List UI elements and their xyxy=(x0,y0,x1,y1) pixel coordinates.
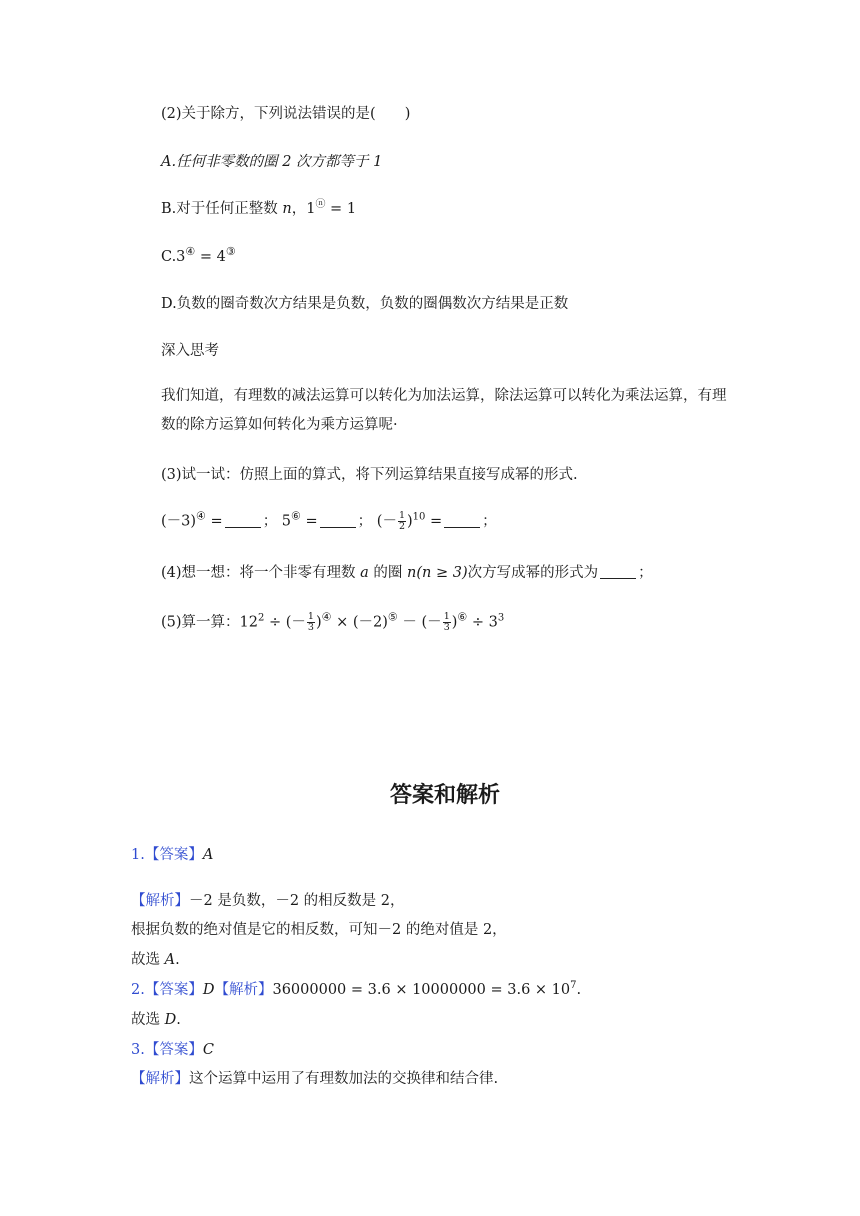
answer-2 xyxy=(131,980,581,1000)
explanation-1-line-3 xyxy=(131,950,180,970)
option-a xyxy=(161,152,382,172)
q5-sup6: ⑥ xyxy=(457,610,468,624)
q3-c-semi: ； xyxy=(482,513,497,530)
q3-c-eq: = xyxy=(425,513,443,530)
q5-minus: － (－ xyxy=(397,614,442,631)
answer-1-number: 1. xyxy=(131,847,145,863)
q3-a-eq: = xyxy=(205,513,223,530)
explanation-1-choice: A xyxy=(164,952,176,968)
q3-c-den: 2 xyxy=(398,521,405,532)
q5-close-2: ) xyxy=(451,614,458,631)
q5-den-2: 3 xyxy=(443,622,450,633)
q3-c-blank[interactable] xyxy=(444,513,480,528)
answer-2-value: D xyxy=(202,982,215,998)
option-a-text: A.任何非零数的圈 2 次方都等于 1 xyxy=(161,154,383,170)
section-heading: 深入思考 xyxy=(161,343,219,359)
q3-a-semi: ； xyxy=(262,513,278,530)
option-b-tail: = 1 xyxy=(325,201,357,217)
answers-title: 答案和解析 xyxy=(389,783,500,808)
explanation-2-choose: 故选 xyxy=(131,1012,165,1028)
answer-3-value: C xyxy=(202,1042,214,1058)
paragraph: 我们知道，有理数的减法运算可以转化为加法运算，除法运算可以转化为乘法运算，有理数的除方运算如何转化为乘方运算呢· xyxy=(161,388,727,433)
option-b xyxy=(161,199,356,219)
q3-c-num: 1 xyxy=(398,510,405,521)
q4-mid: 的圈 xyxy=(368,565,408,581)
option-b-sep: ，1 xyxy=(291,201,316,217)
q5-sup2: 2 xyxy=(258,612,265,624)
q4-blank[interactable] xyxy=(600,564,636,579)
question-3-stem: (3)试一试：仿照上面的算式，将下列运算结果直接写成幂的形式. xyxy=(161,467,578,483)
option-b-prefix: B.对于任何正整数 xyxy=(161,201,283,217)
q5-sup5: ⑤ xyxy=(387,610,398,624)
q3-b-sup: ⑥ xyxy=(291,509,301,523)
q3-a-blank[interactable] xyxy=(225,513,261,528)
option-b-var: n xyxy=(282,201,292,217)
q3-b-eq: = xyxy=(300,513,318,530)
explanation-2-text: 36000000 = 3.6 × 10000000 = 3.6 × 10 xyxy=(272,982,571,998)
explanation-2-choice: D xyxy=(164,1012,177,1028)
answer-1-tag: 【答案】 xyxy=(144,847,203,863)
explanation-1-tag: 【解析】 xyxy=(131,893,189,909)
explanation-3-tag: 【解析】 xyxy=(131,1071,189,1087)
q5-div: ÷ (－ xyxy=(264,614,306,631)
q5-den-1: 3 xyxy=(307,622,314,633)
option-d: D.负数的圈奇数次方结果是负数，负数的圈偶数次方结果是正数 xyxy=(161,296,569,312)
q5-fraction-1 xyxy=(307,612,315,633)
q3-b: 5 xyxy=(281,513,292,530)
option-c-mid: = 4 xyxy=(195,249,226,265)
q5-end: ÷ 3 xyxy=(467,614,498,631)
answer-1 xyxy=(131,845,213,865)
q3-a: (－3) xyxy=(161,513,197,530)
q5-times: × (－2) xyxy=(331,614,388,631)
q4-post: 次方写成幂的形式为 xyxy=(467,565,599,581)
q3-c-pre: (－ xyxy=(376,513,397,530)
explanation-2-sup: 7 xyxy=(570,980,577,991)
option-c-sup2: ③ xyxy=(225,245,236,258)
q4-var-a: a xyxy=(360,565,369,581)
explanation-3-text: 这个运算中运用了有理数加法的交换律和结合律. xyxy=(189,1071,499,1087)
q3-a-sup: ④ xyxy=(196,509,206,523)
option-c-sup1: ④ xyxy=(185,245,196,258)
explanation-1-text-1: －2 是负数，－2 的相反数是 2， xyxy=(189,893,405,909)
q4-pre: (4)想一想：将一个非零有理数 xyxy=(161,565,361,581)
question-5 xyxy=(161,612,504,633)
q3-c-sup: 10 xyxy=(412,511,426,523)
explanation-1-line-2: 根据负数的绝对值是它的相反数，可知－2 的绝对值是 2， xyxy=(131,922,507,938)
explanation-1-line-1 xyxy=(131,891,405,911)
explanation-1-period: . xyxy=(175,952,180,968)
q5-num-1: 1 xyxy=(307,611,314,622)
explanation-1-choose: 故选 xyxy=(131,952,165,968)
answer-1-value: A xyxy=(202,847,214,863)
option-b-sup: ⓝ xyxy=(315,199,326,210)
q3-b-blank[interactable] xyxy=(320,513,356,528)
q5-fraction-2 xyxy=(443,612,451,633)
explanation-2-period: . xyxy=(576,982,582,998)
question-4 xyxy=(161,563,653,583)
option-c xyxy=(161,247,236,267)
question-3-expressions xyxy=(161,511,497,532)
answer-3-number: 3. xyxy=(131,1042,145,1058)
q3-c-post: ) xyxy=(407,513,413,530)
option-c-base: C.3 xyxy=(161,249,186,265)
q4-cond: n(n ≥ 3) xyxy=(407,565,468,581)
answer-2-tag: 【答案】 xyxy=(144,982,203,998)
answer-3 xyxy=(131,1040,214,1060)
q5-sup4: ④ xyxy=(321,610,332,624)
explanation-2-line-2 xyxy=(131,1010,181,1030)
q5-pre: (5)算一算：12 xyxy=(161,614,258,631)
question-2-stem: (2)关于除方，下列说法错误的是( ) xyxy=(161,106,411,122)
q3-c-fraction xyxy=(398,511,406,532)
answer-2-number: 2. xyxy=(131,982,145,998)
q5-num-2: 1 xyxy=(443,611,450,622)
answer-3-tag: 【答案】 xyxy=(144,1042,203,1058)
q4-semi: ； xyxy=(638,565,653,581)
explanation-3 xyxy=(131,1069,498,1089)
q5-sup3: 3 xyxy=(497,612,505,624)
explanation-2-end: . xyxy=(176,1012,181,1028)
q5-close-1: ) xyxy=(315,614,322,631)
q3-b-semi: ； xyxy=(357,513,373,530)
explanation-2-tag: 【解析】 xyxy=(214,982,273,998)
